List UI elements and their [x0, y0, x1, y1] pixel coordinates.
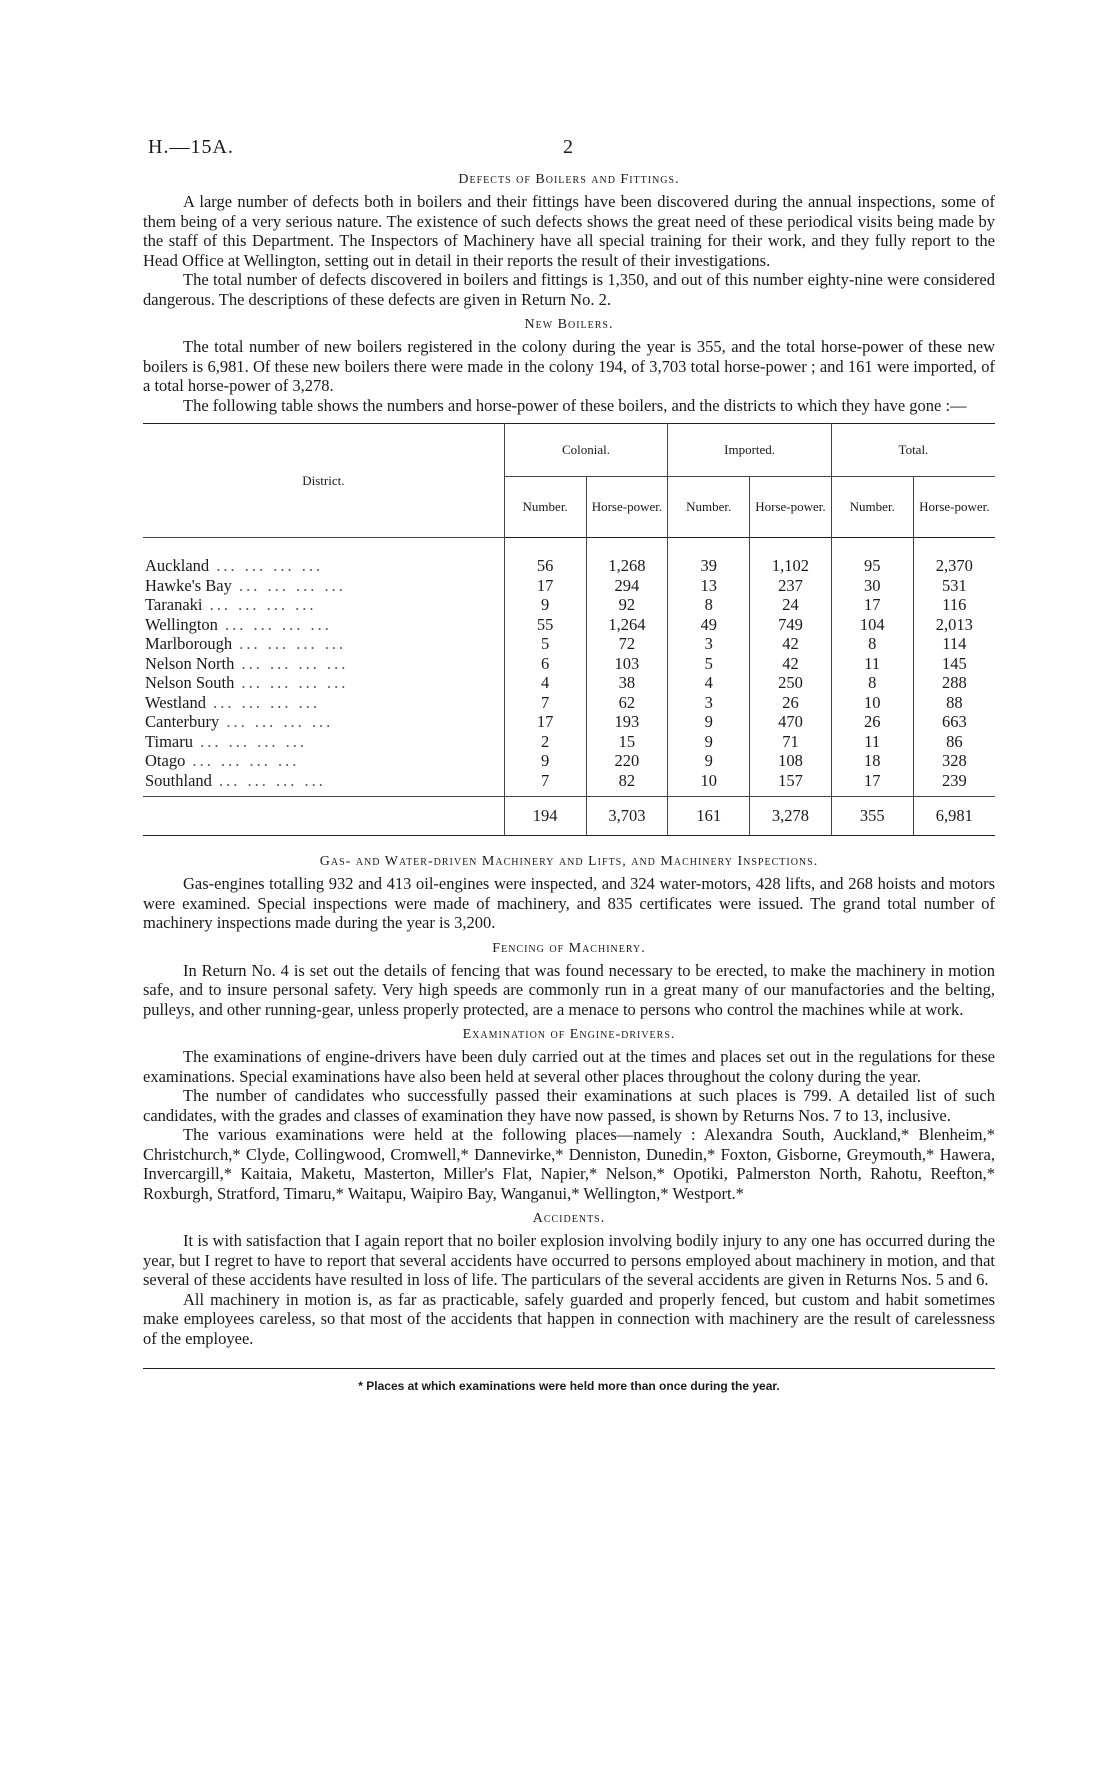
imported-number: 49	[668, 615, 750, 635]
colonial-number: 9	[504, 595, 586, 615]
number-header: Number.	[668, 477, 750, 538]
imported-number: 9	[668, 751, 750, 771]
district-name: Westland	[145, 692, 206, 712]
table-row	[143, 538, 995, 576]
leader-dots: ... ... ... ...	[206, 692, 320, 712]
total-number: 18	[831, 751, 913, 771]
imported-horse-power: 749	[750, 615, 832, 635]
total-number: 11	[831, 732, 913, 752]
table-row	[143, 673, 995, 693]
table-row	[143, 576, 995, 596]
table-row	[143, 654, 995, 674]
document-reference: H.—15A.	[148, 136, 234, 158]
total-number: 17	[831, 595, 913, 615]
leader-dots: ... ... ... ...	[209, 556, 324, 575]
total-number: 8	[831, 634, 913, 654]
district-name: Southland	[145, 770, 212, 790]
district-cell	[143, 615, 504, 635]
imported-number: 5	[668, 654, 750, 674]
imported-number: 3	[668, 693, 750, 713]
district-cell	[143, 595, 504, 615]
leader-dots: ... ... ... ...	[232, 634, 347, 653]
table-row	[143, 771, 995, 797]
leader-dots: ... ... ... ...	[234, 653, 349, 673]
leader-dots: ... ... ... ...	[217, 614, 332, 634]
colonial-header: Colonial.	[504, 424, 668, 477]
colonial-number: 4	[504, 673, 586, 693]
total-colonial-horse-power: 3,703	[586, 797, 668, 836]
paragraph: A large number of defects both in boilers and their fittings have been discovered during the annual inspections, some of them being of a very serious nature. The existence of such defects shows the great need of these periodical visits being made by the staff of this Department. The Inspectors of Machinery have all special training for their work, and they fully report to the Head Office at Wellington, setting out in detail in their reports the result of their investigations.	[143, 192, 995, 270]
total-imported-number: 161	[668, 797, 750, 836]
total-colonial-number: 194	[504, 797, 586, 836]
section-heading: Accidents.	[532, 1211, 606, 1226]
section-fencing	[143, 941, 995, 1020]
paragraph: All machinery in motion is, as far as practicable, safely guarded and properly fenced, but custom and habit sometimes make employees careless, so that most of the accidents that happen in connection with machinery are the result of carelessness of the employee.	[143, 1289, 995, 1348]
colonial-number: 2	[504, 732, 586, 752]
footnote-divider	[143, 1368, 995, 1369]
paragraph: It is with satisfaction that I again report that no boiler explosion involving bodily injury to any one has occurred during the year, but I regret to have to report that several accidents have occurred to persons employed about machinery in motion, and that several of these accidents have resulted in loss of life. The particulars of the several accidents are given in Returns Nos. 5 and 6.	[143, 1231, 995, 1289]
leader-dots: ... ... ... ...	[185, 751, 300, 770]
imported-horse-power: 71	[750, 732, 832, 752]
imported-horse-power: 42	[750, 654, 832, 674]
total-horse-power: 116	[913, 595, 995, 615]
district-cell	[143, 732, 504, 752]
district-cell	[143, 538, 504, 576]
horse-power-header: Horse-power.	[750, 477, 832, 538]
table-body	[143, 538, 995, 797]
leader-dots: ... ... ... ...	[193, 731, 307, 751]
number-header: Number.	[831, 477, 913, 538]
district-name: Hawke's Bay	[145, 575, 232, 595]
total-horse-power: 88	[913, 693, 995, 713]
section-defects	[143, 172, 995, 309]
total-number: 10	[831, 693, 913, 713]
section-new-boilers	[143, 317, 995, 415]
number-header: Number.	[504, 477, 586, 538]
section-gas-water-machinery	[143, 854, 995, 933]
table-row	[143, 712, 995, 732]
total-imported-horse-power: 3,278	[750, 797, 832, 836]
horse-power-header: Horse-power.	[586, 477, 668, 538]
colonial-horse-power: 103	[586, 654, 668, 674]
total-horse-power: 2,370	[913, 538, 995, 576]
leader-dots: ... ... ... ...	[202, 595, 317, 614]
district-name: Nelson North	[145, 653, 235, 673]
section-heading: Fencing of Machinery.	[492, 940, 646, 956]
section-heading: New Boilers.	[524, 317, 614, 332]
district-cell	[143, 751, 504, 771]
district-cell	[143, 576, 504, 596]
paragraph: The examinations of engine-drivers have been duly carried out at the times and places set out in the regulations for these examinations. Special examinations have also been held at several other places throughout the colony during the year.	[143, 1047, 995, 1086]
total-number: 8	[831, 673, 913, 693]
table-row	[143, 751, 995, 771]
district-cell	[143, 771, 504, 797]
colonial-horse-power: 72	[586, 634, 668, 654]
district-cell	[143, 712, 504, 732]
leader-dots: ... ... ... ...	[219, 712, 334, 731]
table-row	[143, 732, 995, 752]
table-row	[143, 693, 995, 713]
imported-number: 3	[668, 634, 750, 654]
colonial-horse-power: 1,264	[586, 615, 668, 635]
section-heading: Defects of Boilers and Fittings.	[458, 172, 680, 187]
total-horse-power: 86	[913, 732, 995, 752]
colonial-horse-power: 38	[586, 673, 668, 693]
total-horse-power: 145	[913, 654, 995, 674]
total-number: 104	[831, 615, 913, 635]
page-number: 2	[563, 136, 573, 158]
leader-dots: ... ... ... ...	[234, 673, 349, 692]
paragraph: The total number of new boilers registered in the colony during the year is 355, and the total horse-power of these new boilers is 6,981. Of these new boilers there were made in the colony 194, of 3,703 total horse-power ; and 161 were imported, of a total horse-power of 3,278.	[143, 337, 995, 395]
district-cell	[143, 654, 504, 674]
colonial-horse-power: 294	[586, 576, 668, 596]
total-horse-power: 239	[913, 771, 995, 797]
colonial-number: 7	[504, 771, 586, 797]
document-page	[143, 130, 995, 1393]
footnote: * Places at which examinations were held more than once during the year.	[358, 1379, 780, 1393]
imported-horse-power: 157	[750, 771, 832, 797]
total-number: 11	[831, 654, 913, 674]
district-cell	[143, 693, 504, 713]
total-number: 30	[831, 576, 913, 596]
imported-number: 39	[668, 538, 750, 576]
total-horse-power: 328	[913, 751, 995, 771]
district-name: Otago	[145, 751, 186, 770]
colonial-horse-power: 82	[586, 771, 668, 797]
total-horse-power: 288	[913, 673, 995, 693]
leader-dots: ... ... ... ...	[211, 770, 326, 790]
imported-number: 13	[668, 576, 750, 596]
paragraph: Gas-engines totalling 932 and 413 oil-engines were inspected, and 324 water-motors, 428 lifts, and 268 hoists and motors were examined. Special inspections were made of machinery, and 835 certificates were issued. The grand total number of machinery inspections made during the year is 3,200.	[143, 874, 995, 932]
district-cell	[143, 673, 504, 693]
section-examination	[143, 1027, 995, 1203]
district-header: District.	[143, 424, 504, 538]
total-horse-power: 2,013	[913, 615, 995, 635]
imported-horse-power: 24	[750, 595, 832, 615]
district-name: Canterbury	[145, 712, 220, 731]
colonial-horse-power: 193	[586, 712, 668, 732]
colonial-number: 55	[504, 615, 586, 635]
district-name: Wellington	[145, 614, 218, 634]
colonial-horse-power: 92	[586, 595, 668, 615]
totals-label	[143, 797, 504, 836]
page-header	[143, 130, 995, 164]
imported-number: 4	[668, 673, 750, 693]
colonial-number: 56	[504, 538, 586, 576]
paragraph: The total number of defects discovered in boilers and fittings is 1,350, and out of this number eighty-nine were considered dangerous. The descriptions of these defects are given in Return No. 2.	[143, 270, 995, 309]
paragraph: In Return No. 4 is set out the details of fencing that was found necessary to be erected, to make the machinery in motion safe, and to insure personal safety. Very high speeds are commonly run in a great many of our manufactories and the belting, pulleys, and other running-gear, unless properly protected, are a menace to persons who control the machines while at work.	[143, 960, 995, 1019]
total-number: 26	[831, 712, 913, 732]
leader-dots: ... ... ... ...	[231, 575, 346, 595]
imported-number: 9	[668, 732, 750, 752]
paragraph: The number of candidates who successfully passed their examinations at such places is 799. A detailed list of such candidates, with the grades and classes of examination they have now passed, is shown by Returns Nos. 7 to 13, inclusive.	[143, 1086, 995, 1125]
district-name: Nelson South	[145, 673, 235, 692]
colonial-number: 17	[504, 712, 586, 732]
table-row	[143, 634, 995, 654]
section-heading: Gas- and Water-driven Machinery and Lifts, and Machinery Inspections.	[319, 854, 819, 869]
district-name: Timaru	[145, 731, 193, 751]
total-horse-power: 114	[913, 634, 995, 654]
paragraph: The following table shows the numbers and horse-power of these boilers, and the districts to which they have gone :—	[183, 395, 967, 415]
imported-horse-power: 42	[750, 634, 832, 654]
total-header: Total.	[831, 424, 995, 477]
table-row	[143, 595, 995, 615]
district-name: Taranaki	[145, 595, 203, 614]
section-heading: Examination of Engine-drivers.	[462, 1027, 676, 1042]
colonial-number: 6	[504, 654, 586, 674]
imported-horse-power: 108	[750, 751, 832, 771]
colonial-horse-power: 220	[586, 751, 668, 771]
colonial-number: 7	[504, 693, 586, 713]
colonial-number: 17	[504, 576, 586, 596]
imported-number: 10	[668, 771, 750, 797]
imported-header: Imported.	[668, 424, 832, 477]
district-name: Auckland	[145, 556, 210, 575]
total-number: 95	[831, 538, 913, 576]
table-row	[143, 615, 995, 635]
imported-horse-power: 250	[750, 673, 832, 693]
imported-horse-power: 470	[750, 712, 832, 732]
imported-horse-power: 26	[750, 693, 832, 713]
total-horse-power: 663	[913, 712, 995, 732]
new-boilers-table	[143, 423, 995, 836]
imported-horse-power: 1,102	[750, 538, 832, 576]
section-accidents	[143, 1211, 995, 1348]
imported-number: 8	[668, 595, 750, 615]
total-number: 17	[831, 771, 913, 797]
horse-power-header: Horse-power.	[913, 477, 995, 538]
total-horse-power: 531	[913, 576, 995, 596]
colonial-horse-power: 15	[586, 732, 668, 752]
imported-number: 9	[668, 712, 750, 732]
colonial-horse-power: 62	[586, 693, 668, 713]
total-total-horse-power: 6,981	[913, 797, 995, 836]
district-cell	[143, 634, 504, 654]
total-total-number: 355	[831, 797, 913, 836]
imported-horse-power: 237	[750, 576, 832, 596]
colonial-number: 9	[504, 751, 586, 771]
district-name: Marlborough	[145, 634, 233, 653]
colonial-horse-power: 1,268	[586, 538, 668, 576]
colonial-number: 5	[504, 634, 586, 654]
totals-row	[143, 797, 995, 836]
paragraph: The various examinations were held at the following places—namely : Alexandra South, Auckland,* Blenheim,* Christchurch,* Clyde, Collingwood, Cromwell,* Dannevirke,* Denniston, Dunedin,* Foxton, Gisborne, Greymouth,* Hawera, Invercargill,* Kaitaia, Maketu, Masterton, Miller's Flat, Napier,* Nelson,* Opotiki, Palmerston North, Rahotu, Reefton,* Roxburgh, Stratford, Timaru,* Waitapu, Waipiro Bay, Wanganui,* Wellington,* Westport.*	[143, 1125, 995, 1203]
